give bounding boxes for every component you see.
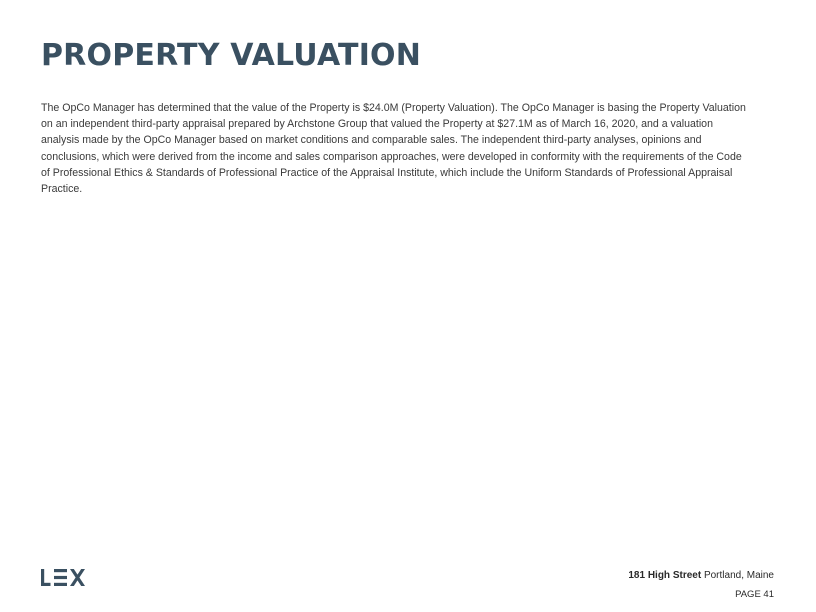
valuation-paragraph: The OpCo Manager has determined that the value of the Property is $24.0M (Property Valuation). The OpCo Manager is basing the Property Valuation on an independent third-party appraisal prepared by Archstone Group that valued the Property at $27.1M as of March 16, 2020, and a valuation analysis made by the OpCo Manager based on market conditions and comparable sales. The independent third-party analyses, opinions and conclusions, which were derived from the income and sales comparison approaches, were developed in conformity with the requirements of the Code of Professional Ethics & Standards of Professional Practice of the Appraisal Institute, which include the Uniform Standards of Professional Appraisal Practice. bbox=[41, 102, 746, 196]
lex-logo bbox=[41, 569, 85, 586]
footer-city: Portland, Maine bbox=[703, 570, 774, 581]
page-title: PROPERTY VALUATION bbox=[41, 38, 422, 73]
footer-street: 181 High Street bbox=[628, 570, 702, 581]
footer-address bbox=[628, 570, 774, 581]
page-number: PAGE 41 bbox=[735, 589, 774, 600]
